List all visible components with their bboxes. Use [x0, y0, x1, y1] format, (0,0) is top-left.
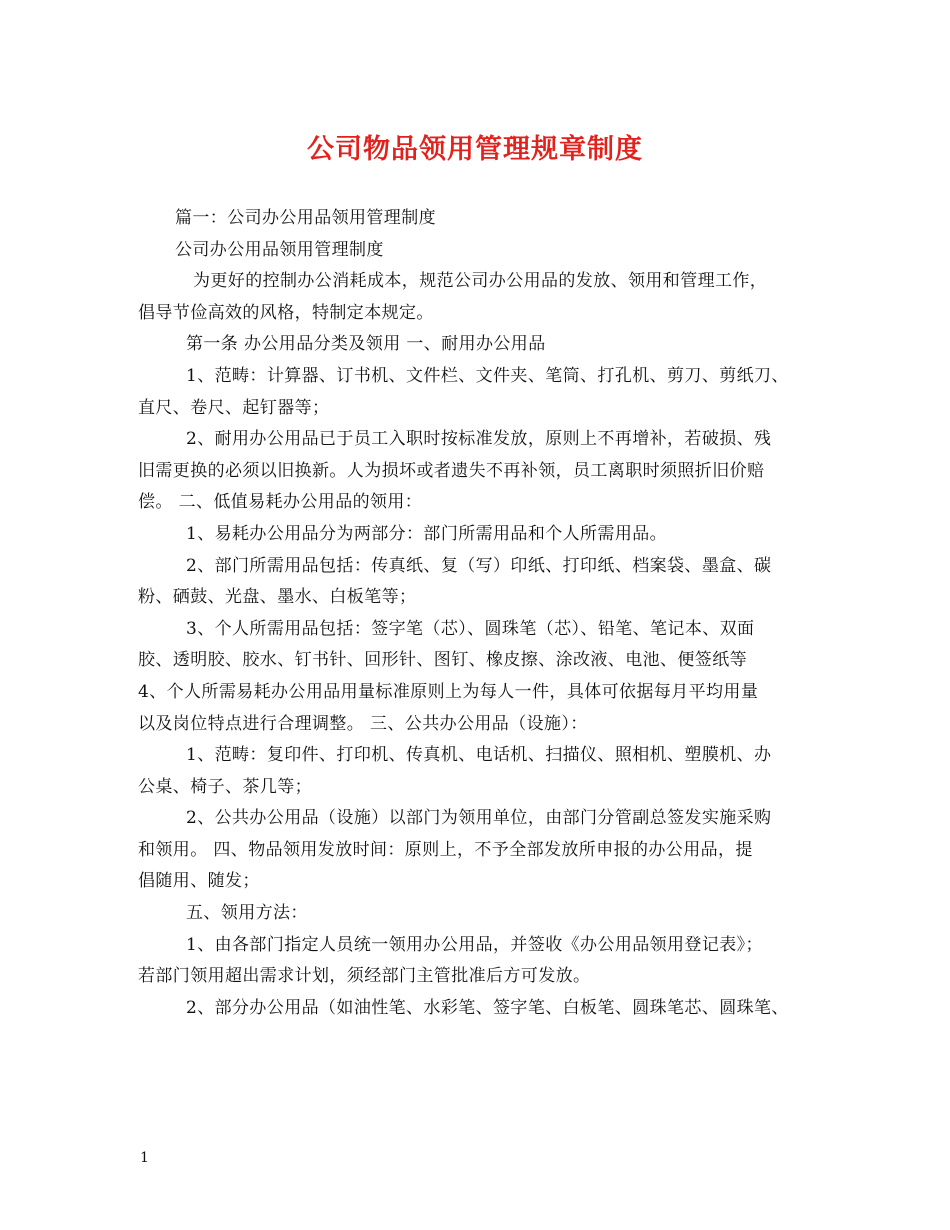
body-line: 2、公共办公用品（设施）以部门为领用单位，由部门分管副总签发实施采购 [186, 808, 772, 829]
body-line: 公司办公用品领用管理制度 [175, 239, 384, 260]
body-line: 2、耐用办公用品已于员工入职时按标准发放，原则上不再增补，若破损、残 [186, 429, 772, 450]
body-line: 公桌、椅子、茶几等； [138, 776, 312, 797]
body-line: 1、范畴：计算器、订书机、文件栏、文件夹、笔筒、打孔机、剪刀、剪纸刀、 [186, 365, 789, 386]
body-line: 篇一：公司办公用品领用管理制度 [175, 208, 436, 228]
body-line: 偿。 二、低值易耗办公用品的领用： [138, 492, 423, 513]
document-body [138, 203, 818, 1024]
body-line: 旧需更换的必须以旧换新。人为损坏或者遗失不再补领，员工离职时须照折旧价赔 [138, 460, 765, 481]
page-number: 1 [140, 1150, 149, 1166]
body-line: 3、个人所需用品包括：签字笔（芯）、圆珠笔（芯）、铅笔、笔记本、双面 [186, 618, 755, 639]
body-line: 为更好的控制办公消耗成本，规范公司办公用品的发放、领用和管理工作， [193, 271, 768, 292]
body-line: 1、易耗办公用品分为两部分：部门所需用品和个人所需用品。 [186, 523, 668, 544]
body-line: 和领用。 四、物品领用发放时间：原则上，不予全部发放所申报的办公用品，提 [138, 839, 753, 860]
body-line: 粉、硒鼓、光盘、墨水、白板笔等； [138, 587, 417, 608]
body-line: 倡导节俭高效的风格，特制定本规定。 [138, 302, 434, 323]
body-line: 4、个人所需易耗办公用品用量标准原则上为每人一件，具体可依据每月平均用量 [138, 681, 759, 702]
body-line: 胶、透明胶、胶水、钉书针、回形针、图钉、橡皮擦、涂改液、电池、便签纸等 [138, 650, 747, 671]
body-line: 直尺、卷尺、起钉器等； [138, 397, 330, 418]
body-line: 倡随用、随发； [138, 871, 260, 892]
body-line: 第一条 办公用品分类及领用 一、耐用办公用品 [186, 334, 546, 355]
body-line: 五、领用方法： [186, 903, 308, 924]
body-line: 若部门领用超出需求计划，须经部门主管批准后方可发放。 [138, 966, 591, 987]
body-line: 1、由各部门指定人员统一领用办公用品，并签收《办公用品领用登记表》； [186, 934, 763, 955]
body-line: 2、部分办公用品（如油性笔、水彩笔、签字笔、白板笔、圆珠笔芯、圆珠笔、 [186, 997, 789, 1018]
body-line: 1、范畴：复印件、打印机、传真机、电话机、扫描仪、照相机、塑膜机、办 [186, 745, 772, 766]
document-title: 公司物品领用管理规章制度 [307, 134, 643, 165]
body-line: 以及岗位特点进行合理调整。 三、公共办公用品（设施）： [138, 713, 588, 734]
body-line: 2、部门所需用品包括：传真纸、复（写）印纸、打印纸、档案袋、墨盒、碳 [186, 555, 772, 576]
